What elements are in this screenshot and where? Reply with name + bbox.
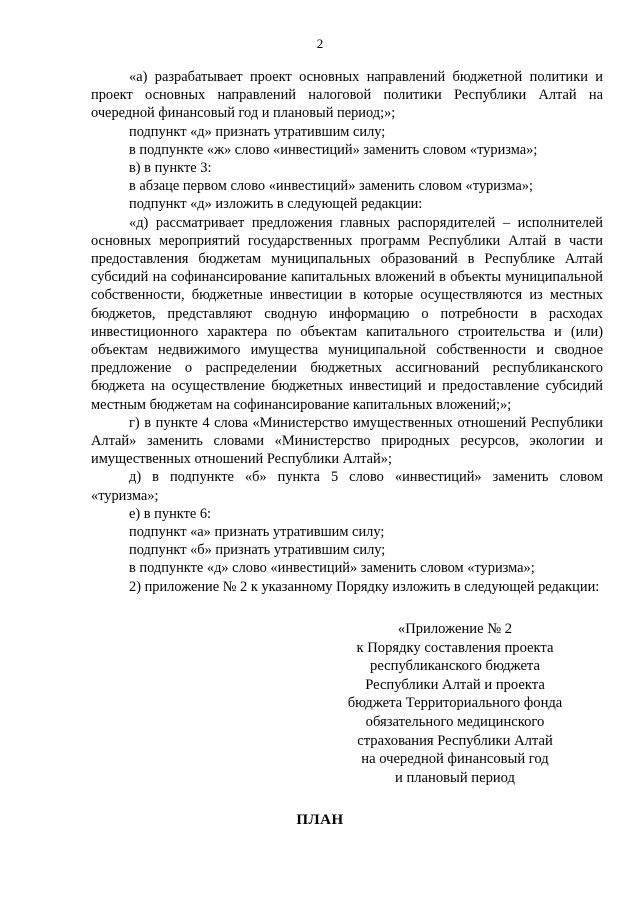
paragraph: подпункт «б» признать утратившим силу; — [129, 542, 386, 559]
appendix-line: республиканского бюджета — [370, 658, 540, 675]
paragraph: «а) разрабатывает проект основных направлений бюджетной политики и проект основных направлений налоговой политики Республики Алтай на очередной финансовый год и плановый период;»; — [91, 69, 603, 122]
paragraph: 2) приложение № 2 к указанному Порядку изложить в следующей редакции: — [129, 578, 600, 595]
paragraph: д) в подпункте «б» пункта 5 слово «инвестиций» заменить словом «туризма»; — [91, 469, 603, 504]
appendix-line: Республики Алтай и проекта — [365, 676, 545, 693]
paragraph: в подпункте «ж» слово «инвестиций» заменить словом «туризма»; — [129, 141, 538, 158]
paragraph: г) в пункте 4 слова «Министерство имущественных отношений Республики Алтай» заменить словами «Министерство природных ресурсов, экологии и имущественных отношений Республики Алтай»; — [91, 414, 603, 468]
appendix-line: «Приложение № 2 — [397, 621, 513, 637]
paragraph: подпункт «а» признать утратившим силу; — [129, 524, 385, 541]
page-number: 2 — [316, 36, 324, 51]
appendix-heading — [335, 620, 575, 787]
appendix-line: страхования Республики Алтай — [357, 732, 553, 749]
paragraph: в абзаце первом слово «инвестиций» заменить словом «туризма»; — [129, 178, 534, 195]
appendix-line: на очередной финансовый год — [361, 751, 549, 768]
appendix-line: к Порядку составления проекта — [356, 639, 554, 656]
document-title: ПЛАН — [296, 812, 344, 828]
appendix-line: бюджета Территориального фонда — [347, 695, 563, 712]
paragraph: «д) рассматривает предложения главных распорядителей – исполнителей основных мероприятий государственных программ Республики Алтай в части предоставления бюджетам муниципальных образований в Республике Алтай субсидий на софинансирование капитальных вложений в объекты муниципальной собственности, бюджетные инвестиции в которые осуществляются из местных бюджетов, представляют сводную информацию о потребности в расходах инвестиционного характера по объектам капитального строительства и (или) объектам недвижимого имущества муниципальной собственности и сводное предложение о распределении бюджетных ассигнований республиканского бюджета на осуществление бюджетных инвестиций и предоставление субсидий местным бюджетам на софинансирование капитальных вложений;»; — [91, 214, 603, 413]
document-body — [91, 68, 603, 596]
paragraph: е) в пункте 6: — [129, 505, 212, 522]
paragraph: подпункт «д» изложить в следующей редакции: — [129, 196, 423, 213]
appendix-line: обязательного медицинского — [365, 713, 545, 730]
paragraph: в) в пункте 3: — [129, 160, 212, 177]
paragraph: подпункт «д» признать утратившим силу; — [129, 123, 386, 140]
paragraph: в подпункте «д» слово «инвестиций» заменить словом «туризма»; — [129, 560, 535, 577]
appendix-line: и плановый период — [395, 769, 515, 786]
